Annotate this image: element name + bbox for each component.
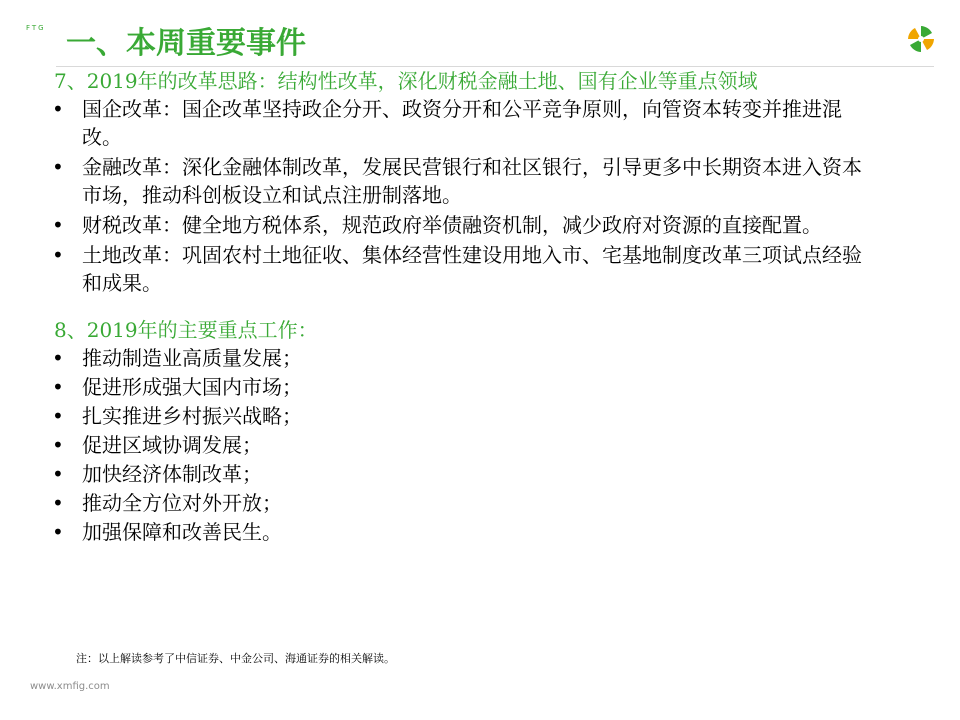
list-item: • 金融改革：深化金融体制改革，发展民营银行和社区银行，引导更多中长期资本进入资本市场，推动科创板设立和试点注册制落地。 [52, 155, 862, 207]
section-spacer [50, 299, 870, 317]
bullet-dot: • [52, 375, 64, 399]
bullet-dot: • [52, 97, 64, 121]
bullet-dot: • [52, 213, 64, 237]
list-item: • 促进形成强大国内市场； [52, 375, 302, 399]
footnote: 注：以上解读参考了中信证券、中金公司、海通证券的相关解读。 [76, 652, 395, 665]
list-item: • 推动全方位对外开放； [52, 491, 282, 515]
page-title: 一、本周重要事件 [66, 26, 306, 61]
section-8-list [50, 344, 870, 546]
bullet-dot: • [52, 346, 64, 370]
bullet-dot: • [52, 243, 64, 267]
green-pinwheel-logo-icon [906, 24, 936, 54]
brand-small-text: FTG [26, 24, 46, 32]
section-8-heading: 8、2019年的主要重点工作： [54, 318, 318, 342]
bullet-dot: • [52, 520, 64, 544]
list-item: • 促进区域协调发展； [52, 433, 262, 457]
list-item: • 推动制造业高质量发展； [52, 346, 302, 370]
website-url: www.xmfig.com [30, 681, 110, 692]
main-content [50, 68, 870, 547]
bullet-dot: • [52, 491, 64, 515]
header-divider [56, 66, 934, 67]
section-7-heading: 7、2019年的改革思路：结构性改革，深化财税金融土地、国有企业等重点领域 [54, 69, 758, 93]
list-item: • 国企改革：国企改革坚持政企分开、政资分开和公平竞争原则，向管资本转变并推进混改。 [52, 97, 842, 149]
section-7-list [50, 95, 870, 297]
bullet-dot: • [52, 462, 64, 486]
list-item: • 财税改革：健全地方税体系，规范政府举债融资机制，减少政府对资源的直接配置。 [52, 213, 822, 237]
bullet-dot: • [52, 404, 64, 428]
list-item: • 加强保障和改善民生。 [52, 520, 282, 544]
list-item: • 扎实推进乡村振兴战略； [52, 404, 302, 428]
list-item: • 加快经济体制改革； [52, 462, 262, 486]
bullet-dot: • [52, 433, 64, 457]
bullet-dot: • [52, 155, 64, 179]
list-item: • 土地改革：巩固农村土地征收、集体经营性建设用地入市、宅基地制度改革三项试点经验和成果。 [52, 243, 862, 295]
